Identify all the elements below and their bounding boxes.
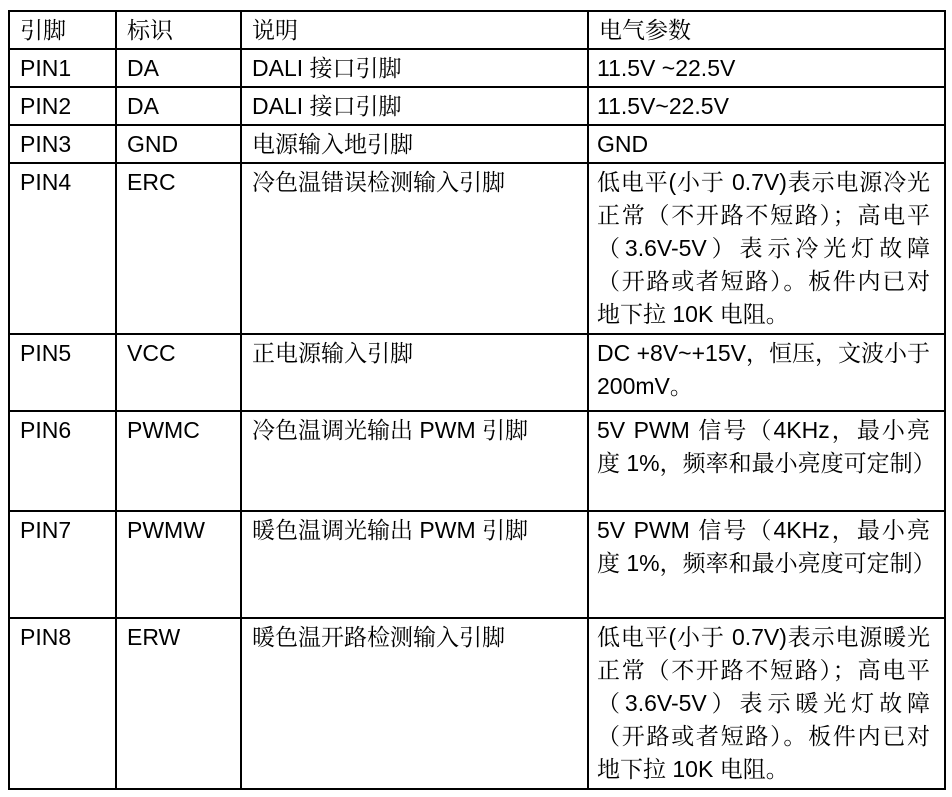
header-pin: 引脚 — [9, 11, 116, 49]
pin-params-cell: 11.5V ~22.5V — [588, 49, 945, 87]
header-description: 说明 — [241, 11, 588, 49]
pin-label-cell: ERC — [116, 163, 241, 334]
pin-label-cell: DA — [116, 49, 241, 87]
pin-label-cell: GND — [116, 125, 241, 163]
pin-params-cell: 低电平(小于 0.7V)表示电源暖光正常（不开路不短路）；高电平（3.6V-5V）表示暖光灯故障（开路或者短路）。板件内已对地下拉 10K 电阻。 — [588, 618, 945, 789]
pin-description-cell: 冷色温错误检测输入引脚 — [241, 163, 588, 334]
header-label: 标识 — [116, 11, 241, 49]
pin-label-cell: PWMC — [116, 411, 241, 511]
table-row — [9, 49, 945, 87]
header-electrical-params: 电气参数 — [588, 11, 945, 49]
pin-params-cell: 低电平(小于 0.7V)表示电源冷光正常（不开路不短路）；高电平（3.6V-5V）表示冷光灯故障（开路或者短路）。板件内已对地下拉 10K 电阻。 — [588, 163, 945, 334]
pin-description-cell: DALI 接口引脚 — [241, 49, 588, 87]
table-row — [9, 511, 945, 618]
pin-params-cell: 5V PWM 信号（4KHz，最小亮度 1%，频率和最小亮度可定制） — [588, 411, 945, 511]
pin-label-cell: DA — [116, 87, 241, 125]
pin-id-cell: PIN1 — [9, 49, 116, 87]
pin-description-cell: DALI 接口引脚 — [241, 87, 588, 125]
pin-definition-table — [8, 10, 946, 790]
table-row — [9, 87, 945, 125]
pin-id-cell: PIN8 — [9, 618, 116, 789]
table-row — [9, 163, 945, 334]
pin-id-cell: PIN2 — [9, 87, 116, 125]
table-row — [9, 334, 945, 411]
pin-description-cell: 电源输入地引脚 — [241, 125, 588, 163]
pin-description-cell: 暖色温开路检测输入引脚 — [241, 618, 588, 789]
pin-id-cell: PIN4 — [9, 163, 116, 334]
table-row — [9, 125, 945, 163]
table-row — [9, 618, 945, 789]
pin-description-cell: 暖色温调光输出 PWM 引脚 — [241, 511, 588, 618]
pin-label-cell: ERW — [116, 618, 241, 789]
pin-id-cell: PIN3 — [9, 125, 116, 163]
pin-id-cell: PIN7 — [9, 511, 116, 618]
pin-params-cell: DC +8V~+15V，恒压，文波小于 200mV。 — [588, 334, 945, 411]
pin-description-cell: 正电源输入引脚 — [241, 334, 588, 411]
pin-id-cell: PIN5 — [9, 334, 116, 411]
pin-label-cell: PWMW — [116, 511, 241, 618]
header-row — [9, 11, 945, 49]
pin-params-cell: GND — [588, 125, 945, 163]
pin-description-cell: 冷色温调光输出 PWM 引脚 — [241, 411, 588, 511]
pin-params-cell: 5V PWM 信号（4KHz，最小亮度 1%，频率和最小亮度可定制） — [588, 511, 945, 618]
pin-id-cell: PIN6 — [9, 411, 116, 511]
table-row — [9, 411, 945, 511]
pin-params-cell: 11.5V~22.5V — [588, 87, 945, 125]
pin-label-cell: VCC — [116, 334, 241, 411]
